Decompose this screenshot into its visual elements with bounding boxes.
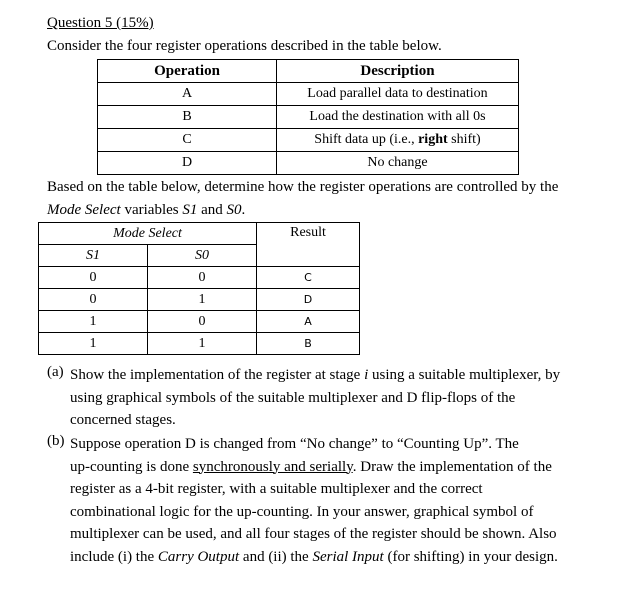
table-row bbox=[98, 129, 519, 152]
table-row bbox=[39, 333, 360, 355]
op-cell: A bbox=[98, 83, 277, 106]
result-cell: B bbox=[257, 333, 360, 355]
s1-cell: 0 bbox=[39, 289, 148, 311]
desc-bold: right bbox=[418, 132, 448, 147]
s1-term: S1 bbox=[182, 202, 198, 218]
table-header-row bbox=[39, 223, 360, 245]
s1-cell: 1 bbox=[39, 311, 148, 333]
mode-intro-and: and bbox=[197, 202, 227, 218]
op-cell: B bbox=[98, 106, 277, 129]
s0-cell: 0 bbox=[148, 311, 257, 333]
part-b-line1: Suppose operation D is changed from “No change” to “Counting Up”. The bbox=[70, 436, 519, 452]
op-cell: C bbox=[98, 129, 277, 152]
part-b-l6-a: include (i) the bbox=[70, 548, 158, 565]
serial-input-term: Serial Input bbox=[312, 548, 384, 565]
result-cell: D bbox=[257, 289, 360, 311]
part-a-l1-post: using a suitable multiplexer, by bbox=[368, 367, 561, 383]
part-a-text bbox=[70, 364, 568, 432]
table-header-row bbox=[98, 60, 519, 83]
part-a-label: (a) bbox=[47, 364, 64, 380]
carry-output-term: Carry Output bbox=[157, 548, 240, 565]
s0-cell: 0 bbox=[148, 267, 257, 289]
part-a-line2: using graphical symbols of the suitable multiplexer and D flip-flops of the bbox=[70, 389, 516, 406]
part-a-line3: concerned stages. bbox=[70, 412, 176, 429]
desc-cell: Load the destination with all 0s bbox=[277, 106, 519, 129]
table-row bbox=[39, 289, 360, 311]
result-cell: A bbox=[257, 311, 360, 333]
mode-intro-end: . bbox=[241, 202, 246, 218]
part-b-line4: combinational logic for the up-counting. In your answer, graphical symbol of bbox=[70, 503, 534, 520]
desc-cell: No change bbox=[277, 152, 519, 175]
part-b-l2-pre: up-counting is done bbox=[70, 458, 193, 475]
stage-i-term: i bbox=[364, 367, 369, 383]
op-cell: D bbox=[98, 152, 277, 175]
mode-select-term: Mode Select bbox=[47, 202, 121, 218]
part-b-text bbox=[70, 433, 568, 569]
part-b-label: (b) bbox=[47, 433, 65, 449]
part-b-line2 bbox=[70, 456, 568, 479]
part-a-l1-pre: Show the implementation of the register at stage bbox=[70, 367, 365, 383]
header-description: Description bbox=[277, 60, 519, 83]
table-row bbox=[39, 311, 360, 333]
desc-cell bbox=[277, 129, 519, 152]
s0-cell: 1 bbox=[148, 333, 257, 355]
s1-cell: 1 bbox=[39, 333, 148, 355]
table-row bbox=[98, 83, 519, 106]
operations-table bbox=[97, 59, 519, 175]
desc-prefix: Shift data up (i.e., bbox=[314, 132, 419, 147]
part-b-underlined: synchronously and serially bbox=[192, 458, 353, 475]
s1-cell: 0 bbox=[39, 267, 148, 289]
header-mode-select: Mode Select bbox=[39, 223, 257, 245]
question-intro: Consider the four register operations described in the table below. bbox=[47, 38, 442, 54]
mode-intro-line1: Based on the table below, determine how the register operations are controlled by the bbox=[47, 179, 559, 195]
mode-intro-line2 bbox=[47, 202, 245, 219]
s0-term: S0 bbox=[226, 202, 242, 218]
part-b-line3: register as a 4-bit register, with a suitable multiplexer and the correct bbox=[70, 481, 483, 498]
header-s0: S0 bbox=[148, 245, 257, 267]
question-title: Question 5 (15%) bbox=[47, 15, 154, 31]
header-operation: Operation bbox=[98, 60, 277, 83]
mode-intro-middle: variables bbox=[120, 202, 183, 218]
header-result: Result bbox=[257, 223, 360, 267]
table-row bbox=[98, 152, 519, 175]
table-row bbox=[39, 267, 360, 289]
part-b-l6-b: and (ii) the bbox=[239, 548, 313, 565]
desc-cell: Load parallel data to destination bbox=[277, 83, 519, 106]
table-row bbox=[98, 106, 519, 129]
header-s1: S1 bbox=[39, 245, 148, 267]
part-b-l2-post: . Draw the implementation of the bbox=[352, 458, 552, 475]
part-b-line6 bbox=[70, 546, 568, 569]
desc-suffix: shift) bbox=[447, 132, 481, 147]
result-cell: C bbox=[257, 267, 360, 289]
part-a-line1 bbox=[70, 364, 568, 387]
mode-select-table bbox=[38, 222, 360, 355]
part-b-l6-c: (for shifting) in your design. bbox=[383, 548, 558, 565]
part-b-line5: multiplexer can be used, and all four stages of the register should be shown. Also bbox=[70, 526, 557, 543]
s0-cell: 1 bbox=[148, 289, 257, 311]
